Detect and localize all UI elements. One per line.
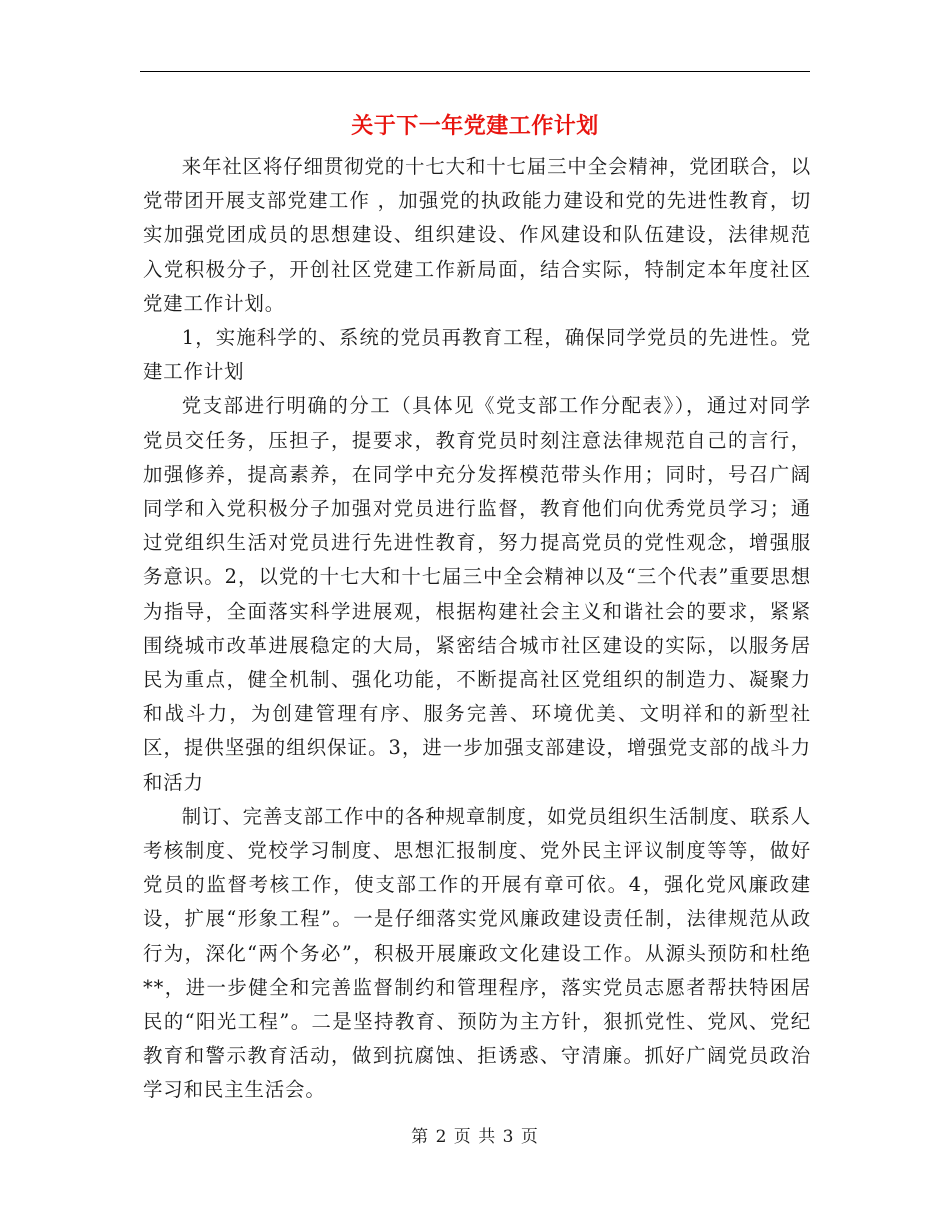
document-body: [143, 150, 811, 1108]
document-title: 关于下一年党建工作计划: [351, 113, 599, 139]
paragraph-intro: 来年社区将仔细贯彻党的十七大和十七届三中全会精神，党团联合，以党带团开展支部党建工作 ，加强党的执政能力建设和党的先进性教育，切实加强党团成员的思想建设、组织建设、作风建设和队伍建设，法律规范入党积极分子，开创社区党建工作新局面，结合实际，特制定本年度社区党建工作计划。: [143, 155, 811, 315]
page-number-footer: 第 2 页 共 3 页: [411, 1127, 539, 1147]
header-rule: [140, 71, 810, 72]
paragraph-regulations: 制订、完善支部工作中的各种规章制度，如党员组织生活制度、联系人考核制度、党校学习制度、思想汇报制度、党外民主评议制度等等，做好党员的监督考核工作，使支部工作的开展有章可依。4，强化党风廉政建设，扩展“形象工程”。一是仔细落实党风廉政建设责任制，法律规范从政行为，深化“两个务必”，积极开展廉政文化建设工作。从源头预防和杜绝**，进一步健全和完善监督制约和管理程序，落实党员志愿者帮扶特困居民的“阳光工程”。二是坚持教育、预防为主方针，狠抓党性、党风、党纪教育和警示教育活动，做到抗腐蚀、拒诱惑、守清廉。抓好广阔党员政治学习和民主生活会。: [143, 804, 811, 1102]
paragraph-item-1: 1，实施科学的、系统的党员再教育工程，确保同学党员的先进性。党建工作计划: [143, 326, 811, 384]
paragraph-division: 党支部进行明确的分工（具体见《党支部工作分配表》），通过对同学党员交任务，压担子，提要求，教育党员时刻注意法律规范自己的言行，加强修养，提高素养，在同学中充分发挥模范带头作用；同时，号召广阔同学和入党积极分子加强对党员进行监督，教育他们向优秀党员学习；通过党组织生活对党员进行先进性教育，努力提高党员的党性观念，增强服务意识。2，以党的十七大和十七届三中全会精神以及“三个代表”重要思想为指导，全面落实科学进展观，根据构建社会主义和谐社会的要求，紧紧围绕城市改革进展稳定的大局，紧密结合城市社区建设的实际，以服务居民为重点，健全机制、强化功能，不断提高社区党组织的制造力、凝聚力和战斗力，为创建管理有序、服务完善、环境优美、文明祥和的新型社区，提供坚强的组织保证。3，进一步加强支部建设，增强党支部的战斗力和活力: [143, 394, 811, 794]
